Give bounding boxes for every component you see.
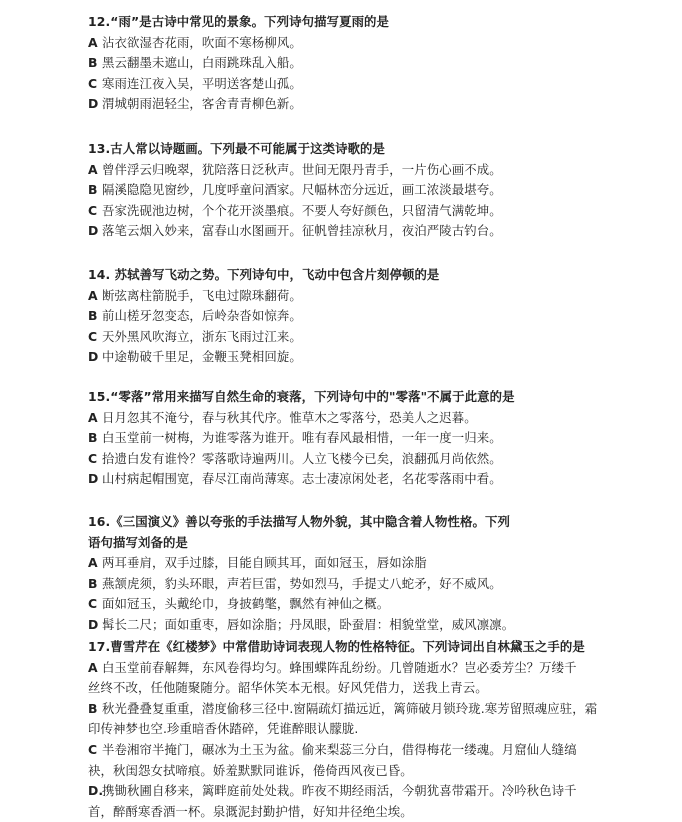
option-letter: A bbox=[88, 161, 98, 177]
option-text: 两耳垂肩，双手过膝，目能自顾其耳，面如冠玉，唇如涂脂 bbox=[102, 555, 427, 571]
option-c bbox=[88, 327, 664, 348]
option-d bbox=[88, 221, 664, 242]
option-b bbox=[88, 428, 664, 449]
question-15 bbox=[88, 387, 664, 490]
option-d bbox=[88, 469, 664, 490]
option-a bbox=[88, 408, 664, 429]
option-text: 面如冠玉，头戴纶巾，身披鹤氅，飘然有神仙之概。 bbox=[102, 596, 390, 612]
question-stem: 14. 苏轼善写飞动之势。下列诗句中，飞动中包含片刻停顿的是 bbox=[88, 267, 440, 282]
option-letter: D bbox=[88, 223, 99, 239]
option-letter: A bbox=[88, 659, 98, 675]
option-a bbox=[88, 33, 664, 54]
option-letter: D bbox=[88, 616, 99, 632]
option-text: 日月忽其不淹兮，春与秋其代序。惟草木之零落兮，恐美人之迟暮。 bbox=[102, 409, 477, 425]
question-16 bbox=[88, 512, 664, 636]
option-letter: C bbox=[88, 75, 98, 91]
option-letter: D bbox=[88, 471, 99, 487]
option-b bbox=[88, 53, 664, 74]
question-stem: 17.曹雪芹在《红楼梦》中常借助诗词表现人物的性格特征。下列诗词出自林黛玉之手的是 bbox=[88, 639, 585, 654]
option-text: 渭城朝雨浥轻尘，客舍青青柳色新。 bbox=[102, 96, 302, 112]
option-d bbox=[88, 615, 664, 636]
option-a bbox=[88, 553, 664, 574]
question-stem: 13.古人常以诗题画。下列最不可能属于这类诗歌的是 bbox=[88, 141, 386, 156]
option-text: 曾伴浮云归晚翠，犹陪落日泛秋声。世间无限丹青手，一片伤心画不成。 bbox=[102, 161, 502, 177]
option-text: 沾衣欲湿杏花雨，吹面不寒杨柳风。 bbox=[102, 34, 302, 50]
option-b bbox=[88, 699, 664, 720]
option-text: 秋光叠叠复重重，潜度偷移三径中.窗隔疏灯描远近，篱筛破月锁玲珑.寒芳留照魂应驻，霜 bbox=[102, 700, 598, 716]
option-letter: B bbox=[88, 308, 98, 324]
option-text: 中途勒破千里足，金鞭玉凳相回旋。 bbox=[102, 349, 302, 365]
option-text: 拾遗白发有谁怜？零落歌诗遍两川。人立飞楼今已矣，浪翻孤月尚依然。 bbox=[102, 450, 502, 466]
question-stem: 15.“零落”常用来描写自然生命的衰落，下列诗句中的"零落"不属于此意的是 bbox=[88, 389, 515, 404]
option-a bbox=[88, 658, 664, 679]
question-17 bbox=[88, 637, 664, 822]
option-text: 山村病起帽围宽，春尽江南尚薄寒。志士凄凉闲处老，名花零落雨中看。 bbox=[102, 471, 502, 487]
option-d-continued: 首，醉酹寒香酒一杯。泉溉泥封勤护惜，好知井径绝尘埃。 bbox=[88, 803, 413, 819]
option-letter: C bbox=[88, 450, 98, 466]
option-letter: C bbox=[88, 741, 98, 757]
option-text: 天外黑风吹海立，浙东飞雨过江来。 bbox=[102, 328, 302, 344]
option-text: 白玉堂前春解舞，东风卷得均匀。蜂围蝶阵乱纷纷。几曾随逝水？岂必委芳尘？万缕千 bbox=[102, 659, 577, 675]
option-text: 燕颔虎须，豹头环眼，声若巨雷，势如烈马，手提丈八蛇矛，好不威风。 bbox=[102, 575, 502, 591]
option-d bbox=[88, 347, 664, 368]
option-letter: C bbox=[88, 202, 98, 218]
option-text: 黑云翻墨未遮山，白雨跳珠乱入船。 bbox=[102, 55, 302, 71]
option-a-continued: 丝终不改，任他随聚随分。韶华休笑本无根。好风凭借力，送我上青云。 bbox=[88, 680, 488, 696]
option-letter: B bbox=[88, 575, 98, 591]
option-text: 前山槎牙忽变态，后岭杂沓如惊奔。 bbox=[102, 308, 302, 324]
question-14 bbox=[88, 265, 664, 368]
option-c bbox=[88, 449, 664, 470]
option-text: 吾家洗砚池边树，个个花开淡墨痕。不要人夸好颜色，只留清气满乾坤。 bbox=[102, 202, 502, 218]
option-text: 携锄秋圃自移来，篱畔庭前处处栽。昨夜不期经雨活，今朝犹喜带霜开。冷吟秋色诗千 bbox=[102, 783, 577, 799]
option-c-continued: 袂，秋闺怨女拭啼痕。娇羞默默同谁诉，倦倚西风夜已昏。 bbox=[88, 762, 413, 778]
option-letter: C bbox=[88, 328, 98, 344]
option-c bbox=[88, 740, 664, 761]
option-text: 白玉堂前一树梅，为谁零落为谁开。唯有春风最相惜，一年一度一归来。 bbox=[102, 430, 502, 446]
option-letter: A bbox=[88, 287, 98, 303]
option-text: 断弦离柱箭脱手，飞电过隙珠翻荷。 bbox=[102, 287, 302, 303]
option-text: 落笔云烟入妙来，富春山水图画开。征帆曾挂凉秋月，夜泊严陵古钓台。 bbox=[102, 223, 502, 239]
option-letter: A bbox=[88, 409, 98, 425]
option-letter: D. bbox=[88, 783, 104, 799]
question-12 bbox=[88, 12, 664, 115]
question-stem-continued: 语句描写刘备的是 bbox=[88, 534, 188, 550]
option-letter: D bbox=[88, 96, 99, 112]
option-d bbox=[88, 94, 664, 115]
option-b bbox=[88, 180, 664, 201]
option-letter: B bbox=[88, 182, 98, 198]
option-b bbox=[88, 306, 664, 327]
option-text: 隔溪隐隐见窗纱，几度呼童问酒家。尺幅林峦分远近，画工浓淡最堪夸。 bbox=[102, 182, 502, 198]
option-c bbox=[88, 74, 664, 95]
option-c bbox=[88, 594, 664, 615]
option-a bbox=[88, 160, 664, 181]
option-letter: D bbox=[88, 349, 99, 365]
option-b-continued: 印传神梦也空.珍重暗香休踏碎，凭谁醉眼认朦胧. bbox=[88, 721, 359, 737]
option-letter: B bbox=[88, 430, 98, 446]
option-text: 半卷湘帘半掩门，碾冰为土玉为盆。偷来梨蕊三分白，借得梅花一缕魂。月窟仙人缝缟 bbox=[102, 741, 577, 757]
option-c bbox=[88, 201, 664, 222]
option-letter: A bbox=[88, 555, 98, 571]
option-letter: B bbox=[88, 700, 98, 716]
option-letter: A bbox=[88, 34, 98, 50]
question-stem: 16.《三国演义》善以夸张的手法描写人物外貌，其中隐含着人物性格。下列 bbox=[88, 514, 510, 529]
question-stem: 12.“雨”是古诗中常见的景象。下列诗句描写夏雨的是 bbox=[88, 14, 390, 29]
option-a bbox=[88, 286, 664, 307]
option-text: 寒雨连江夜入吴，平明送客楚山孤。 bbox=[102, 75, 302, 91]
option-letter: B bbox=[88, 55, 98, 71]
option-b bbox=[88, 574, 664, 595]
question-13 bbox=[88, 139, 664, 242]
option-text: 髯长二尺；面如重枣，唇如涂脂；丹凤眼，卧蚕眉：相貌堂堂，威风凛凛。 bbox=[102, 616, 515, 632]
option-letter: C bbox=[88, 596, 98, 612]
